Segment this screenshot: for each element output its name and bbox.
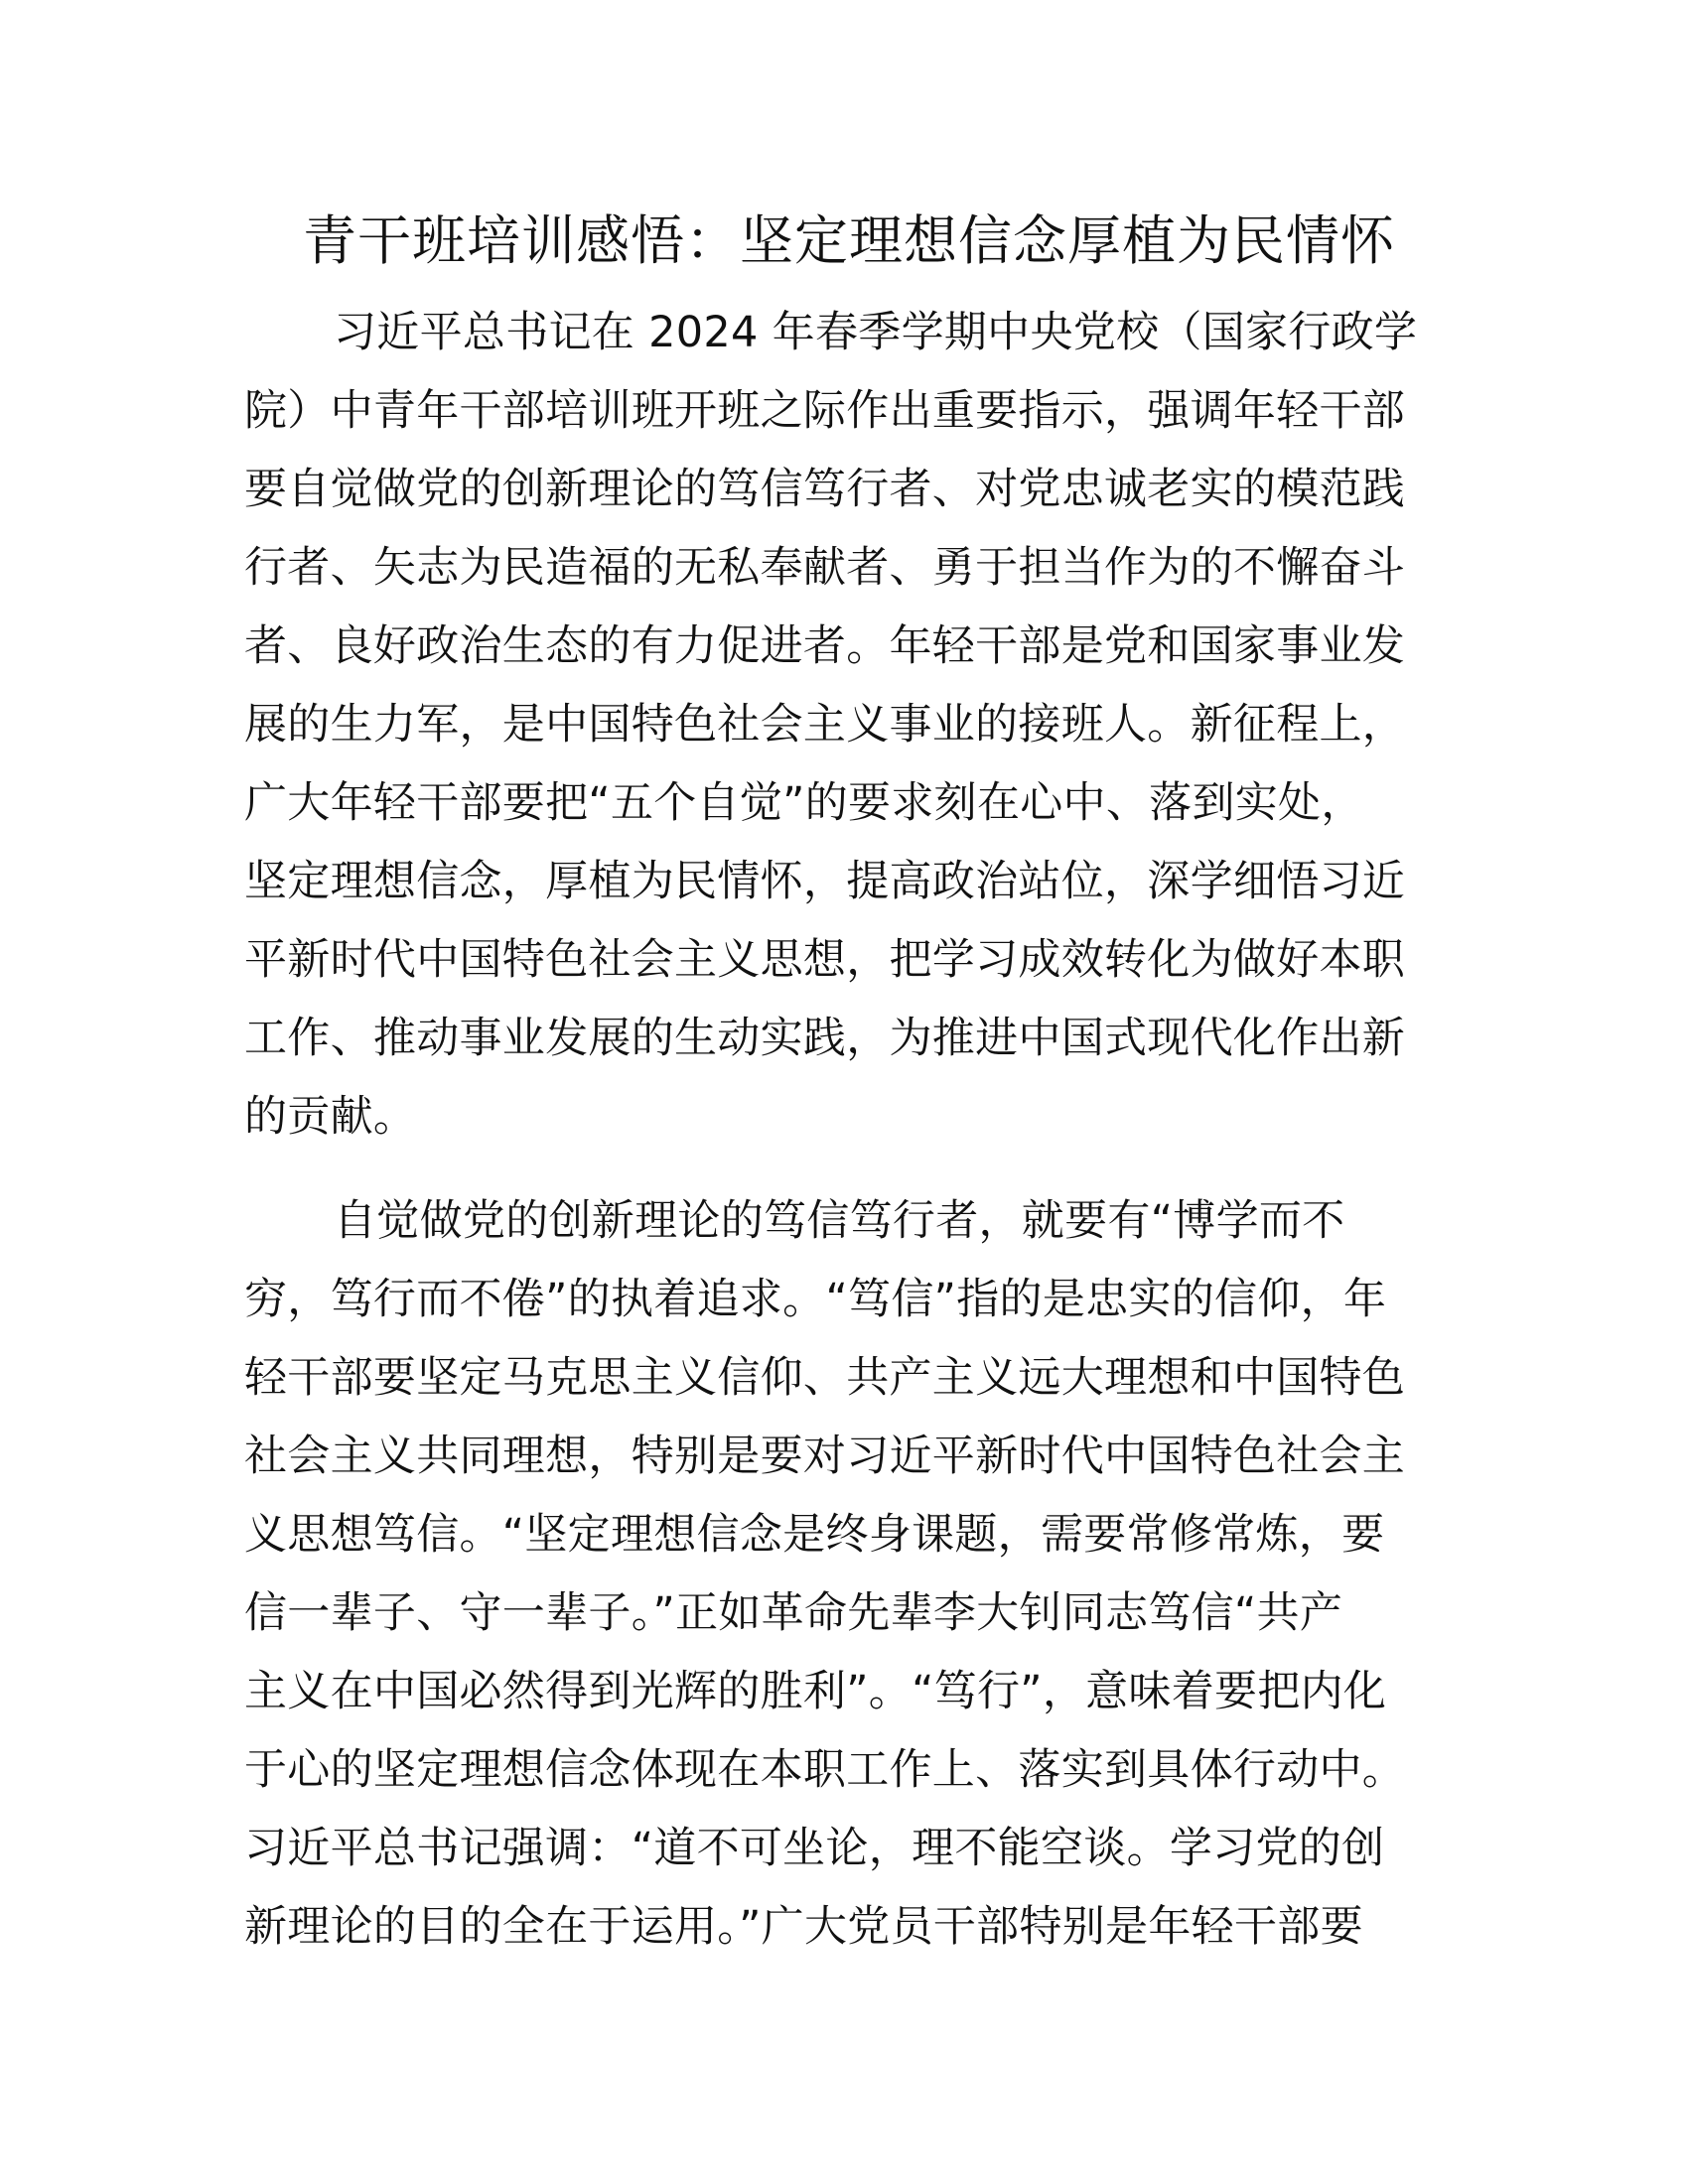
document-body <box>244 294 1446 1992</box>
text-line: 穷，笃行而不倦”的执着追求。“笃信”指的是忠实的信仰，年 <box>244 1275 1387 1324</box>
text-line: 要自觉做党的创新理论的笃信笃行者、对党忠诚老实的模范践 <box>244 465 1406 514</box>
text-line: 者、良好政治生态的有力促进者。年轻干部是党和国家事业发 <box>244 621 1406 671</box>
text-line: 信一辈子、守一辈子。”正如革命先辈李大钊同志笃信“共产 <box>244 1588 1343 1638</box>
text-line: 展的生力军，是中国特色社会主义事业的接班人。新征程上， <box>244 700 1406 750</box>
text-line: 平新时代中国特色社会主义思想，把学习成效转化为做好本职 <box>244 935 1406 985</box>
text-line: 工作、推动事业发展的生动实践，为推进中国式现代化作出新 <box>244 1014 1406 1063</box>
text-line: 新理论的目的全在于运用。”广大党员干部特别是年轻干部要 <box>244 1902 1363 1952</box>
text-line: 轻干部要坚定马克思主义信仰、共产主义远大理想和中国特色 <box>244 1353 1406 1403</box>
text-line: 习近平总书记强调：“道不可坐论，理不能空谈。学习党的创 <box>244 1824 1385 1873</box>
text-line: 主义在中国必然得到光辉的胜利”。“笃行”，意味着要把内化 <box>244 1667 1387 1716</box>
paragraph-1 <box>244 294 1446 1157</box>
text-line: 义思想笃信。“坚定理想信念是终身课题，需要常修常炼，要 <box>244 1510 1385 1560</box>
text-line: 广大年轻干部要把“五个自觉”的要求刻在心中、落到实处， <box>244 778 1364 828</box>
text-line: 习近平总书记在 2024 年春季学期中央党校（国家行政学 <box>334 308 1418 357</box>
text-line: 坚定理想信念，厚植为民情怀，提高政治站位，深学细悟习近 <box>244 857 1406 906</box>
text-line: 的贡献。 <box>244 1092 417 1142</box>
paragraph-2 <box>244 1182 1446 1967</box>
text-line: 院）中青年干部培训班开班之际作出重要指示，强调年轻干部 <box>244 386 1406 436</box>
text-line: 社会主义共同理想，特别是要对习近平新时代中国特色社会主 <box>244 1432 1406 1481</box>
text-line: 行者、矢志为民造福的无私奉献者、勇于担当作为的不懈奋斗 <box>244 543 1406 593</box>
text-line: 自觉做党的创新理论的笃信笃行者，就要有“博学而不 <box>334 1196 1345 1246</box>
document-title: 青干班培训感悟：坚定理想信念厚植为民情怀 <box>303 209 1395 272</box>
text-line: 于心的坚定理想信念体现在本职工作上、落实到具体行动中。 <box>244 1745 1406 1795</box>
